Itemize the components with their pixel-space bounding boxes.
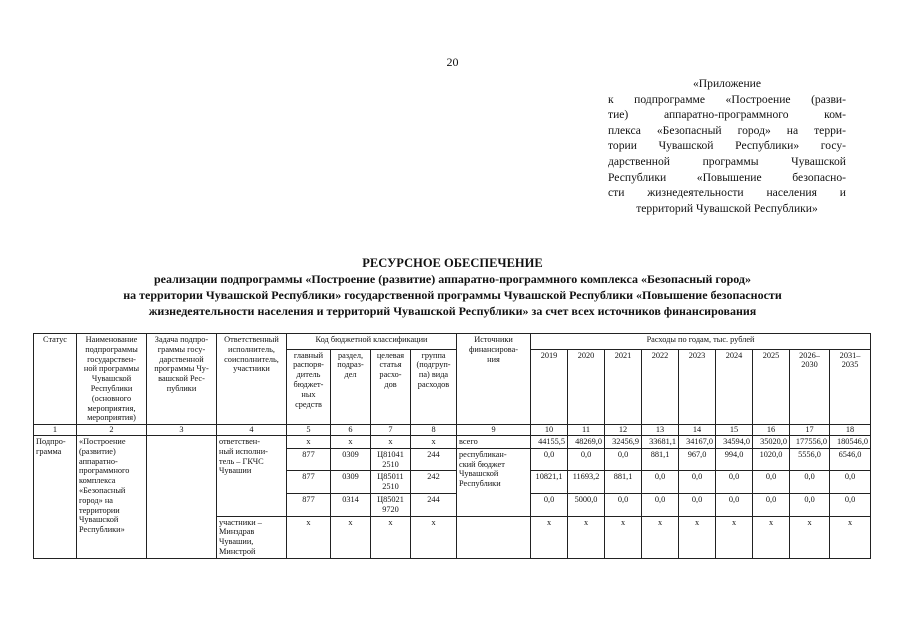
header-code-main-manager: главный распоря- дитель бюджет- ных средств [287, 349, 331, 425]
code-target: x [371, 516, 411, 558]
appendix-line: «Приложение [692, 77, 762, 90]
document-title [0, 255, 905, 319]
source-cell: республикан- ский бюджет Чувашской Республики [457, 448, 531, 516]
value-cell: 0,0 [830, 493, 871, 516]
appendix-line: тории Чувашской Республики» госу- [608, 139, 846, 153]
appendix-line: территорий Чувашской Республики» [636, 201, 818, 215]
code-main-manager: 877 [287, 471, 331, 494]
task-cell [147, 435, 217, 558]
header-year: 2023 [679, 349, 716, 425]
page-number: 20 [446, 55, 459, 69]
appendix-line: к подпрограмме «Построение (разви- [608, 92, 846, 106]
column-number: 18 [830, 425, 871, 436]
column-number: 14 [679, 425, 716, 436]
code-group: 244 [411, 493, 457, 516]
value-cell: 34594,0 [716, 435, 753, 448]
value-cell: 10821,1 [531, 471, 568, 494]
header-code-target: целевая статья расхо- дов [371, 349, 411, 425]
value-cell: 33681,1 [642, 435, 679, 448]
code-main-manager: 877 [287, 493, 331, 516]
code-section: 0309 [331, 471, 371, 494]
value-cell: 881,1 [642, 448, 679, 471]
code-main-manager: x [287, 516, 331, 558]
value-cell: 180546,0 [830, 435, 871, 448]
value-cell: 0,0 [830, 471, 871, 494]
value-cell: 0,0 [568, 448, 605, 471]
column-number: 1 [34, 425, 77, 436]
responsible-cell: ответствен- ный исполни- тель – ГКЧС Чувашии [217, 435, 287, 516]
header-year: 2020 [568, 349, 605, 425]
column-number: 10 [531, 425, 568, 436]
title-line: на территории Чувашской Республики» государственной программы Чувашской Республики «Повышение безопасности [123, 288, 782, 302]
value-cell: 44155,5 [531, 435, 568, 448]
value-cell: x [679, 516, 716, 558]
header-task: Задача подпро- граммы госу- дарственной программы Чу- вашской Рес- публики [147, 334, 217, 425]
value-cell: 0,0 [531, 493, 568, 516]
column-number: 8 [411, 425, 457, 436]
value-cell: 11693,2 [568, 471, 605, 494]
title-main: РЕСУРСНОЕ ОБЕСПЕЧЕНИЕ [362, 256, 543, 270]
resource-table [33, 333, 871, 559]
subprogram-name-cell: «Построение (развитие) аппаратно- программного комплекса «Безопасный город» на территории Чувашской Республики» [77, 435, 147, 558]
header-responsible: Ответственный исполнитель, соисполнитель, участники [217, 334, 287, 425]
code-group: x [411, 435, 457, 448]
code-group: x [411, 516, 457, 558]
table-row [34, 435, 871, 448]
header-year: 2031– 2035 [830, 349, 871, 425]
header-status: Статус [34, 334, 77, 425]
code-main-manager: 877 [287, 448, 331, 471]
value-cell: x [790, 516, 830, 558]
header-code-section: раздел, подраз- дел [331, 349, 371, 425]
value-cell: 967,0 [679, 448, 716, 471]
value-cell: 0,0 [790, 471, 830, 494]
value-cell: 0,0 [642, 493, 679, 516]
value-cell: 48269,0 [568, 435, 605, 448]
value-cell: 0,0 [531, 448, 568, 471]
header-row [34, 334, 871, 350]
column-number: 4 [217, 425, 287, 436]
code-section: x [331, 516, 371, 558]
value-cell: x [568, 516, 605, 558]
appendix-line: Республики «Повышение безопасно- [608, 170, 846, 184]
column-number: 7 [371, 425, 411, 436]
value-cell: 0,0 [753, 471, 790, 494]
header-budget-code: Код бюджетной классификации [287, 334, 457, 350]
header-code-group: группа (подгруп- па) вида расходов [411, 349, 457, 425]
value-cell: x [753, 516, 790, 558]
value-cell: 32456,9 [605, 435, 642, 448]
appendix-line: сти жизнедеятельности населения и [608, 186, 846, 200]
value-cell: x [716, 516, 753, 558]
value-cell: 5556,0 [790, 448, 830, 471]
value-cell: 35020,0 [753, 435, 790, 448]
header-sources: Источники финансирова- ния [457, 334, 531, 425]
code-section: x [331, 435, 371, 448]
title-line: реализации подпрограммы «Построение (развитие) аппаратно-программного комплекса «Безопасный город» [154, 272, 751, 286]
value-cell: 1020,0 [753, 448, 790, 471]
column-number: 17 [790, 425, 830, 436]
code-section: 0309 [331, 448, 371, 471]
code-target: Ц81041 2510 [371, 448, 411, 471]
value-cell: 994,0 [716, 448, 753, 471]
column-number: 16 [753, 425, 790, 436]
value-cell: 0,0 [605, 448, 642, 471]
column-number: 11 [568, 425, 605, 436]
header-year: 2021 [605, 349, 642, 425]
appendix-line: плекса «Безопасный город» на терри- [608, 123, 846, 137]
column-number-row [34, 425, 871, 436]
code-target: Ц85011 2510 [371, 471, 411, 494]
value-cell: x [830, 516, 871, 558]
header-year: 2022 [642, 349, 679, 425]
participants-cell: участники – Минздрав Чувашии, Минстрой [217, 516, 287, 558]
code-group: 244 [411, 448, 457, 471]
column-number: 13 [642, 425, 679, 436]
code-section: 0314 [331, 493, 371, 516]
value-cell: 0,0 [679, 493, 716, 516]
code-target: x [371, 435, 411, 448]
header-expenses: Расходы по годам, тыс. рублей [531, 334, 871, 350]
column-number: 2 [77, 425, 147, 436]
value-cell: 881,1 [605, 471, 642, 494]
value-cell: 5000,0 [568, 493, 605, 516]
column-number: 12 [605, 425, 642, 436]
appendix-line: дарственной программы Чувашской [608, 154, 846, 168]
value-cell: 0,0 [716, 493, 753, 516]
header-year: 2024 [716, 349, 753, 425]
header-name: Наименование подпрограммы государствен- ной программы Чувашской Республики (основного мероприятия, мероприятия) [77, 334, 147, 425]
column-number: 9 [457, 425, 531, 436]
column-number: 6 [331, 425, 371, 436]
column-number: 3 [147, 425, 217, 436]
appendix-line: тие) аппаратно-программного ком- [608, 108, 846, 122]
value-cell: 0,0 [753, 493, 790, 516]
value-cell: 6546,0 [830, 448, 871, 471]
value-cell: 0,0 [642, 471, 679, 494]
value-cell: 0,0 [790, 493, 830, 516]
code-group: 242 [411, 471, 457, 494]
header-year: 2019 [531, 349, 568, 425]
value-cell: 0,0 [679, 471, 716, 494]
header-year: 2026– 2030 [790, 349, 830, 425]
value-cell: x [642, 516, 679, 558]
code-target: Ц85021 9720 [371, 493, 411, 516]
value-cell: x [531, 516, 568, 558]
appendix-note [608, 76, 846, 216]
value-cell: 177556,0 [790, 435, 830, 448]
source-cell: всего [457, 435, 531, 448]
column-number: 15 [716, 425, 753, 436]
column-number: 5 [287, 425, 331, 436]
title-line: жизнедеятельности населения и территорий Чувашской Республики» за счет всех источников финансирования [148, 304, 757, 318]
header-year: 2025 [753, 349, 790, 425]
source-cell [457, 516, 531, 558]
value-cell: 34167,0 [679, 435, 716, 448]
value-cell: 0,0 [605, 493, 642, 516]
status-cell: Подпро- грамма [34, 435, 77, 558]
code-main-manager: x [287, 435, 331, 448]
value-cell: x [605, 516, 642, 558]
value-cell: 0,0 [716, 471, 753, 494]
